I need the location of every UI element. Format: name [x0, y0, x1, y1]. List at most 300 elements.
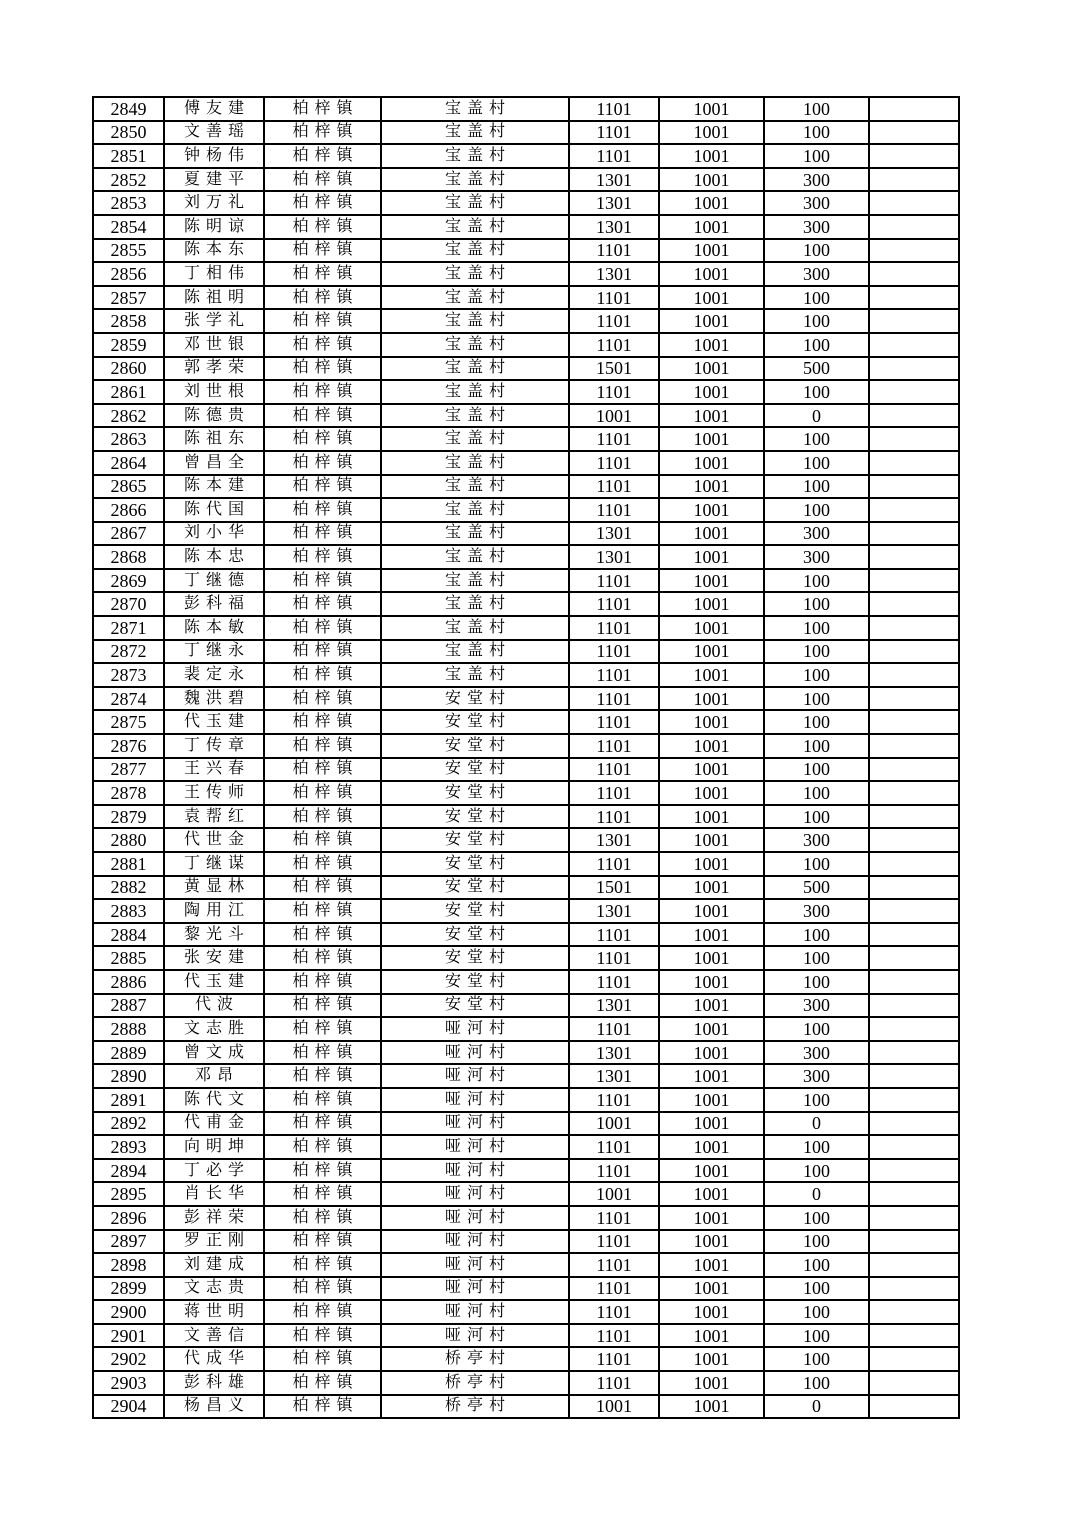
cell-value-1: 1101 [569, 1300, 659, 1324]
cell-value-3: 500 [764, 876, 869, 900]
cell-empty [869, 687, 959, 711]
roster-table-body [93, 97, 959, 1418]
cell-village: 哑河村 [381, 1206, 569, 1230]
cell-index: 2904 [93, 1395, 164, 1419]
cell-value-2: 1001 [659, 899, 764, 923]
cell-village: 宝盖村 [381, 191, 569, 215]
cell-empty [869, 1371, 959, 1395]
cell-empty [869, 1206, 959, 1230]
cell-value-3: 300 [764, 168, 869, 192]
cell-town: 柏梓镇 [264, 427, 381, 451]
cell-index: 2879 [93, 805, 164, 829]
cell-village: 安堂村 [381, 687, 569, 711]
table-row [93, 286, 959, 310]
table-row [93, 592, 959, 616]
cell-index: 2900 [93, 1300, 164, 1324]
cell-value-3: 100 [764, 309, 869, 333]
cell-empty [869, 828, 959, 852]
cell-empty [869, 1159, 959, 1183]
cell-empty [869, 876, 959, 900]
cell-town: 柏梓镇 [264, 1371, 381, 1395]
cell-empty [869, 144, 959, 168]
table-row [93, 357, 959, 381]
cell-value-1: 1301 [569, 168, 659, 192]
cell-index: 2850 [93, 121, 164, 145]
cell-village: 哑河村 [381, 1041, 569, 1065]
cell-name: 陶用江 [164, 899, 264, 923]
cell-value-3: 100 [764, 687, 869, 711]
cell-value-3: 0 [764, 1112, 869, 1136]
cell-name: 魏洪碧 [164, 687, 264, 711]
cell-empty [869, 121, 959, 145]
cell-empty [869, 1324, 959, 1348]
table-row [93, 522, 959, 546]
cell-empty [869, 545, 959, 569]
cell-value-3: 100 [764, 1347, 869, 1371]
cell-value-1: 1101 [569, 309, 659, 333]
cell-value-3: 100 [764, 498, 869, 522]
cell-index: 2853 [93, 191, 164, 215]
cell-name: 彭科雄 [164, 1371, 264, 1395]
cell-name: 陈代文 [164, 1088, 264, 1112]
cell-value-1: 1101 [569, 427, 659, 451]
cell-value-3: 100 [764, 758, 869, 782]
cell-village: 哑河村 [381, 1088, 569, 1112]
table-row [93, 616, 959, 640]
cell-village: 宝盖村 [381, 168, 569, 192]
cell-value-1: 1101 [569, 781, 659, 805]
cell-index: 2889 [93, 1041, 164, 1065]
cell-value-2: 1001 [659, 380, 764, 404]
cell-index: 2857 [93, 286, 164, 310]
cell-name: 丁相伟 [164, 262, 264, 286]
cell-value-1: 1001 [569, 1395, 659, 1419]
cell-name: 代成华 [164, 1347, 264, 1371]
cell-index: 2864 [93, 451, 164, 475]
cell-index: 2901 [93, 1324, 164, 1348]
table-row [93, 970, 959, 994]
table-row [93, 168, 959, 192]
cell-value-3: 100 [764, 1300, 869, 1324]
table-row [93, 1041, 959, 1065]
cell-value-2: 1001 [659, 262, 764, 286]
table-row [93, 97, 959, 121]
table-row [93, 640, 959, 664]
cell-value-3: 100 [764, 380, 869, 404]
cell-value-3: 100 [764, 734, 869, 758]
cell-value-1: 1001 [569, 1112, 659, 1136]
cell-empty [869, 1300, 959, 1324]
cell-village: 安堂村 [381, 946, 569, 970]
cell-name: 陈德贵 [164, 404, 264, 428]
cell-village: 桥亭村 [381, 1371, 569, 1395]
cell-name: 刘小华 [164, 522, 264, 546]
cell-value-1: 1301 [569, 828, 659, 852]
cell-index: 2868 [93, 545, 164, 569]
cell-town: 柏梓镇 [264, 946, 381, 970]
cell-empty [869, 380, 959, 404]
roster-table [92, 96, 960, 1419]
cell-index: 2880 [93, 828, 164, 852]
cell-value-1: 1101 [569, 663, 659, 687]
cell-town: 柏梓镇 [264, 781, 381, 805]
cell-town: 柏梓镇 [264, 1230, 381, 1254]
table-row [93, 852, 959, 876]
cell-name: 曾昌全 [164, 451, 264, 475]
table-row [93, 569, 959, 593]
cell-value-3: 500 [764, 357, 869, 381]
cell-empty [869, 710, 959, 734]
cell-town: 柏梓镇 [264, 522, 381, 546]
cell-value-2: 1001 [659, 1206, 764, 1230]
table-row [93, 828, 959, 852]
cell-name: 陈本忠 [164, 545, 264, 569]
cell-index: 2898 [93, 1253, 164, 1277]
cell-village: 安堂村 [381, 710, 569, 734]
cell-value-3: 100 [764, 1206, 869, 1230]
table-row [93, 663, 959, 687]
table-row [93, 710, 959, 734]
cell-name: 钟杨伟 [164, 144, 264, 168]
cell-town: 柏梓镇 [264, 994, 381, 1018]
cell-value-1: 1301 [569, 191, 659, 215]
cell-village: 宝盖村 [381, 286, 569, 310]
cell-empty [869, 522, 959, 546]
cell-index: 2860 [93, 357, 164, 381]
cell-index: 2881 [93, 852, 164, 876]
cell-value-3: 0 [764, 1395, 869, 1419]
cell-name: 王兴春 [164, 758, 264, 782]
cell-town: 柏梓镇 [264, 1206, 381, 1230]
cell-empty [869, 357, 959, 381]
cell-town: 柏梓镇 [264, 852, 381, 876]
table-row [93, 876, 959, 900]
cell-value-2: 1001 [659, 333, 764, 357]
table-row [93, 1206, 959, 1230]
cell-town: 柏梓镇 [264, 309, 381, 333]
cell-value-3: 100 [764, 663, 869, 687]
cell-value-2: 1001 [659, 357, 764, 381]
cell-value-1: 1301 [569, 522, 659, 546]
cell-value-3: 300 [764, 191, 869, 215]
cell-town: 柏梓镇 [264, 380, 381, 404]
cell-index: 2885 [93, 946, 164, 970]
cell-town: 柏梓镇 [264, 569, 381, 593]
cell-name: 代波 [164, 994, 264, 1018]
cell-name: 丁继谋 [164, 852, 264, 876]
cell-village: 宝盖村 [381, 427, 569, 451]
table-row [93, 309, 959, 333]
cell-value-3: 100 [764, 592, 869, 616]
cell-village: 宝盖村 [381, 475, 569, 499]
cell-town: 柏梓镇 [264, 239, 381, 263]
cell-village: 哑河村 [381, 1064, 569, 1088]
cell-value-3: 100 [764, 970, 869, 994]
cell-name: 曾文成 [164, 1041, 264, 1065]
cell-village: 安堂村 [381, 758, 569, 782]
cell-value-1: 1101 [569, 1347, 659, 1371]
cell-value-1: 1101 [569, 97, 659, 121]
cell-value-2: 1001 [659, 1182, 764, 1206]
table-row [93, 1371, 959, 1395]
cell-village: 哑河村 [381, 1135, 569, 1159]
cell-index: 2870 [93, 592, 164, 616]
cell-value-1: 1101 [569, 946, 659, 970]
cell-index: 2878 [93, 781, 164, 805]
cell-value-3: 100 [764, 569, 869, 593]
cell-index: 2867 [93, 522, 164, 546]
cell-town: 柏梓镇 [264, 286, 381, 310]
cell-town: 柏梓镇 [264, 1112, 381, 1136]
cell-empty [869, 1064, 959, 1088]
cell-empty [869, 758, 959, 782]
cell-index: 2888 [93, 1017, 164, 1041]
cell-value-3: 100 [764, 1253, 869, 1277]
cell-value-1: 1301 [569, 262, 659, 286]
cell-value-1: 1101 [569, 451, 659, 475]
table-row [93, 498, 959, 522]
cell-value-2: 1001 [659, 805, 764, 829]
table-row [93, 451, 959, 475]
cell-village: 哑河村 [381, 1277, 569, 1301]
cell-value-3: 100 [764, 427, 869, 451]
cell-value-1: 1101 [569, 1017, 659, 1041]
cell-value-2: 1001 [659, 239, 764, 263]
cell-name: 丁继永 [164, 640, 264, 664]
cell-value-2: 1001 [659, 215, 764, 239]
cell-name: 彭祥荣 [164, 1206, 264, 1230]
table-row [93, 1159, 959, 1183]
cell-empty [869, 1395, 959, 1419]
cell-empty [869, 1182, 959, 1206]
cell-value-3: 300 [764, 828, 869, 852]
cell-town: 柏梓镇 [264, 545, 381, 569]
cell-value-2: 1001 [659, 1300, 764, 1324]
cell-value-2: 1001 [659, 1064, 764, 1088]
cell-empty [869, 286, 959, 310]
cell-town: 柏梓镇 [264, 1182, 381, 1206]
cell-value-2: 1001 [659, 734, 764, 758]
cell-name: 代甫金 [164, 1112, 264, 1136]
cell-value-1: 1301 [569, 899, 659, 923]
cell-value-1: 1101 [569, 286, 659, 310]
cell-empty [869, 781, 959, 805]
table-row [93, 805, 959, 829]
cell-index: 2884 [93, 923, 164, 947]
cell-index: 2872 [93, 640, 164, 664]
cell-value-2: 1001 [659, 1017, 764, 1041]
table-row [93, 1182, 959, 1206]
cell-index: 2862 [93, 404, 164, 428]
cell-village: 安堂村 [381, 805, 569, 829]
cell-value-2: 1001 [659, 427, 764, 451]
cell-value-2: 1001 [659, 828, 764, 852]
cell-name: 邓世银 [164, 333, 264, 357]
cell-town: 柏梓镇 [264, 144, 381, 168]
cell-value-1: 1101 [569, 640, 659, 664]
table-row [93, 191, 959, 215]
cell-value-3: 100 [764, 1017, 869, 1041]
table-row [93, 899, 959, 923]
cell-name: 文善瑶 [164, 121, 264, 145]
cell-value-2: 1001 [659, 522, 764, 546]
cell-value-3: 100 [764, 1230, 869, 1254]
cell-value-2: 1001 [659, 592, 764, 616]
cell-value-1: 1001 [569, 404, 659, 428]
cell-town: 柏梓镇 [264, 97, 381, 121]
cell-empty [869, 498, 959, 522]
cell-town: 柏梓镇 [264, 121, 381, 145]
cell-value-2: 1001 [659, 1159, 764, 1183]
table-row [93, 545, 959, 569]
cell-village: 宝盖村 [381, 451, 569, 475]
cell-name: 陈本敏 [164, 616, 264, 640]
cell-empty [869, 616, 959, 640]
cell-index: 2861 [93, 380, 164, 404]
cell-index: 2854 [93, 215, 164, 239]
cell-name: 刘建成 [164, 1253, 264, 1277]
cell-town: 柏梓镇 [264, 1159, 381, 1183]
cell-name: 夏建平 [164, 168, 264, 192]
cell-value-3: 100 [764, 286, 869, 310]
cell-name: 陈本建 [164, 475, 264, 499]
cell-value-3: 100 [764, 805, 869, 829]
cell-village: 哑河村 [381, 1159, 569, 1183]
cell-value-1: 1101 [569, 805, 659, 829]
cell-village: 宝盖村 [381, 640, 569, 664]
cell-value-3: 100 [764, 97, 869, 121]
cell-empty [869, 1112, 959, 1136]
cell-index: 2903 [93, 1371, 164, 1395]
cell-value-1: 1101 [569, 592, 659, 616]
cell-name: 张学礼 [164, 309, 264, 333]
cell-village: 宝盖村 [381, 569, 569, 593]
cell-village: 宝盖村 [381, 215, 569, 239]
cell-village: 宝盖村 [381, 239, 569, 263]
cell-town: 柏梓镇 [264, 1277, 381, 1301]
cell-value-2: 1001 [659, 616, 764, 640]
cell-index: 2899 [93, 1277, 164, 1301]
cell-name: 罗正刚 [164, 1230, 264, 1254]
cell-value-3: 300 [764, 545, 869, 569]
table-row [93, 1112, 959, 1136]
cell-empty [869, 1088, 959, 1112]
cell-empty [869, 239, 959, 263]
cell-empty [869, 1041, 959, 1065]
cell-village: 宝盖村 [381, 357, 569, 381]
cell-name: 邓昂 [164, 1064, 264, 1088]
cell-value-1: 1101 [569, 1088, 659, 1112]
cell-value-3: 300 [764, 899, 869, 923]
cell-town: 柏梓镇 [264, 1324, 381, 1348]
cell-value-3: 300 [764, 1041, 869, 1065]
cell-town: 柏梓镇 [264, 1253, 381, 1277]
cell-value-1: 1101 [569, 710, 659, 734]
cell-village: 桥亭村 [381, 1347, 569, 1371]
cell-value-2: 1001 [659, 286, 764, 310]
cell-village: 哑河村 [381, 1324, 569, 1348]
cell-name: 袁帮红 [164, 805, 264, 829]
cell-value-1: 1101 [569, 852, 659, 876]
cell-value-2: 1001 [659, 687, 764, 711]
cell-value-2: 1001 [659, 1371, 764, 1395]
cell-empty [869, 805, 959, 829]
cell-value-1: 1301 [569, 215, 659, 239]
cell-town: 柏梓镇 [264, 1300, 381, 1324]
cell-index: 2869 [93, 569, 164, 593]
cell-value-1: 1101 [569, 498, 659, 522]
cell-name: 黄显林 [164, 876, 264, 900]
cell-value-3: 0 [764, 1182, 869, 1206]
cell-village: 安堂村 [381, 876, 569, 900]
cell-village: 宝盖村 [381, 522, 569, 546]
cell-town: 柏梓镇 [264, 616, 381, 640]
cell-value-1: 1501 [569, 876, 659, 900]
table-row [93, 1277, 959, 1301]
cell-village: 宝盖村 [381, 663, 569, 687]
cell-value-3: 100 [764, 1277, 869, 1301]
cell-value-2: 1001 [659, 1277, 764, 1301]
cell-value-3: 100 [764, 710, 869, 734]
cell-value-1: 1101 [569, 121, 659, 145]
cell-town: 柏梓镇 [264, 1041, 381, 1065]
cell-index: 2858 [93, 309, 164, 333]
cell-village: 安堂村 [381, 994, 569, 1018]
table-row [93, 380, 959, 404]
cell-value-3: 300 [764, 1064, 869, 1088]
cell-village: 宝盖村 [381, 262, 569, 286]
cell-value-2: 1001 [659, 781, 764, 805]
cell-value-3: 100 [764, 144, 869, 168]
cell-empty [869, 569, 959, 593]
cell-town: 柏梓镇 [264, 357, 381, 381]
cell-value-3: 100 [764, 451, 869, 475]
cell-index: 2876 [93, 734, 164, 758]
cell-value-3: 300 [764, 215, 869, 239]
cell-value-2: 1001 [659, 663, 764, 687]
cell-name: 杨昌义 [164, 1395, 264, 1419]
cell-name: 裴定永 [164, 663, 264, 687]
cell-town: 柏梓镇 [264, 1395, 381, 1419]
cell-index: 2863 [93, 427, 164, 451]
cell-name: 刘万礼 [164, 191, 264, 215]
cell-empty [869, 923, 959, 947]
cell-town: 柏梓镇 [264, 828, 381, 852]
cell-village: 哑河村 [381, 1230, 569, 1254]
cell-value-2: 1001 [659, 1041, 764, 1065]
cell-empty [869, 1253, 959, 1277]
cell-index: 2897 [93, 1230, 164, 1254]
cell-empty [869, 191, 959, 215]
cell-index: 2877 [93, 758, 164, 782]
table-row [93, 758, 959, 782]
cell-name: 刘世根 [164, 380, 264, 404]
cell-village: 安堂村 [381, 852, 569, 876]
table-row [93, 1395, 959, 1419]
cell-index: 2892 [93, 1112, 164, 1136]
cell-value-1: 1501 [569, 357, 659, 381]
table-row [93, 1253, 959, 1277]
cell-town: 柏梓镇 [264, 710, 381, 734]
table-row [93, 687, 959, 711]
cell-town: 柏梓镇 [264, 262, 381, 286]
cell-empty [869, 1230, 959, 1254]
cell-name: 代玉建 [164, 710, 264, 734]
cell-village: 宝盖村 [381, 592, 569, 616]
cell-value-1: 1101 [569, 734, 659, 758]
cell-index: 2873 [93, 663, 164, 687]
cell-value-3: 100 [764, 1159, 869, 1183]
